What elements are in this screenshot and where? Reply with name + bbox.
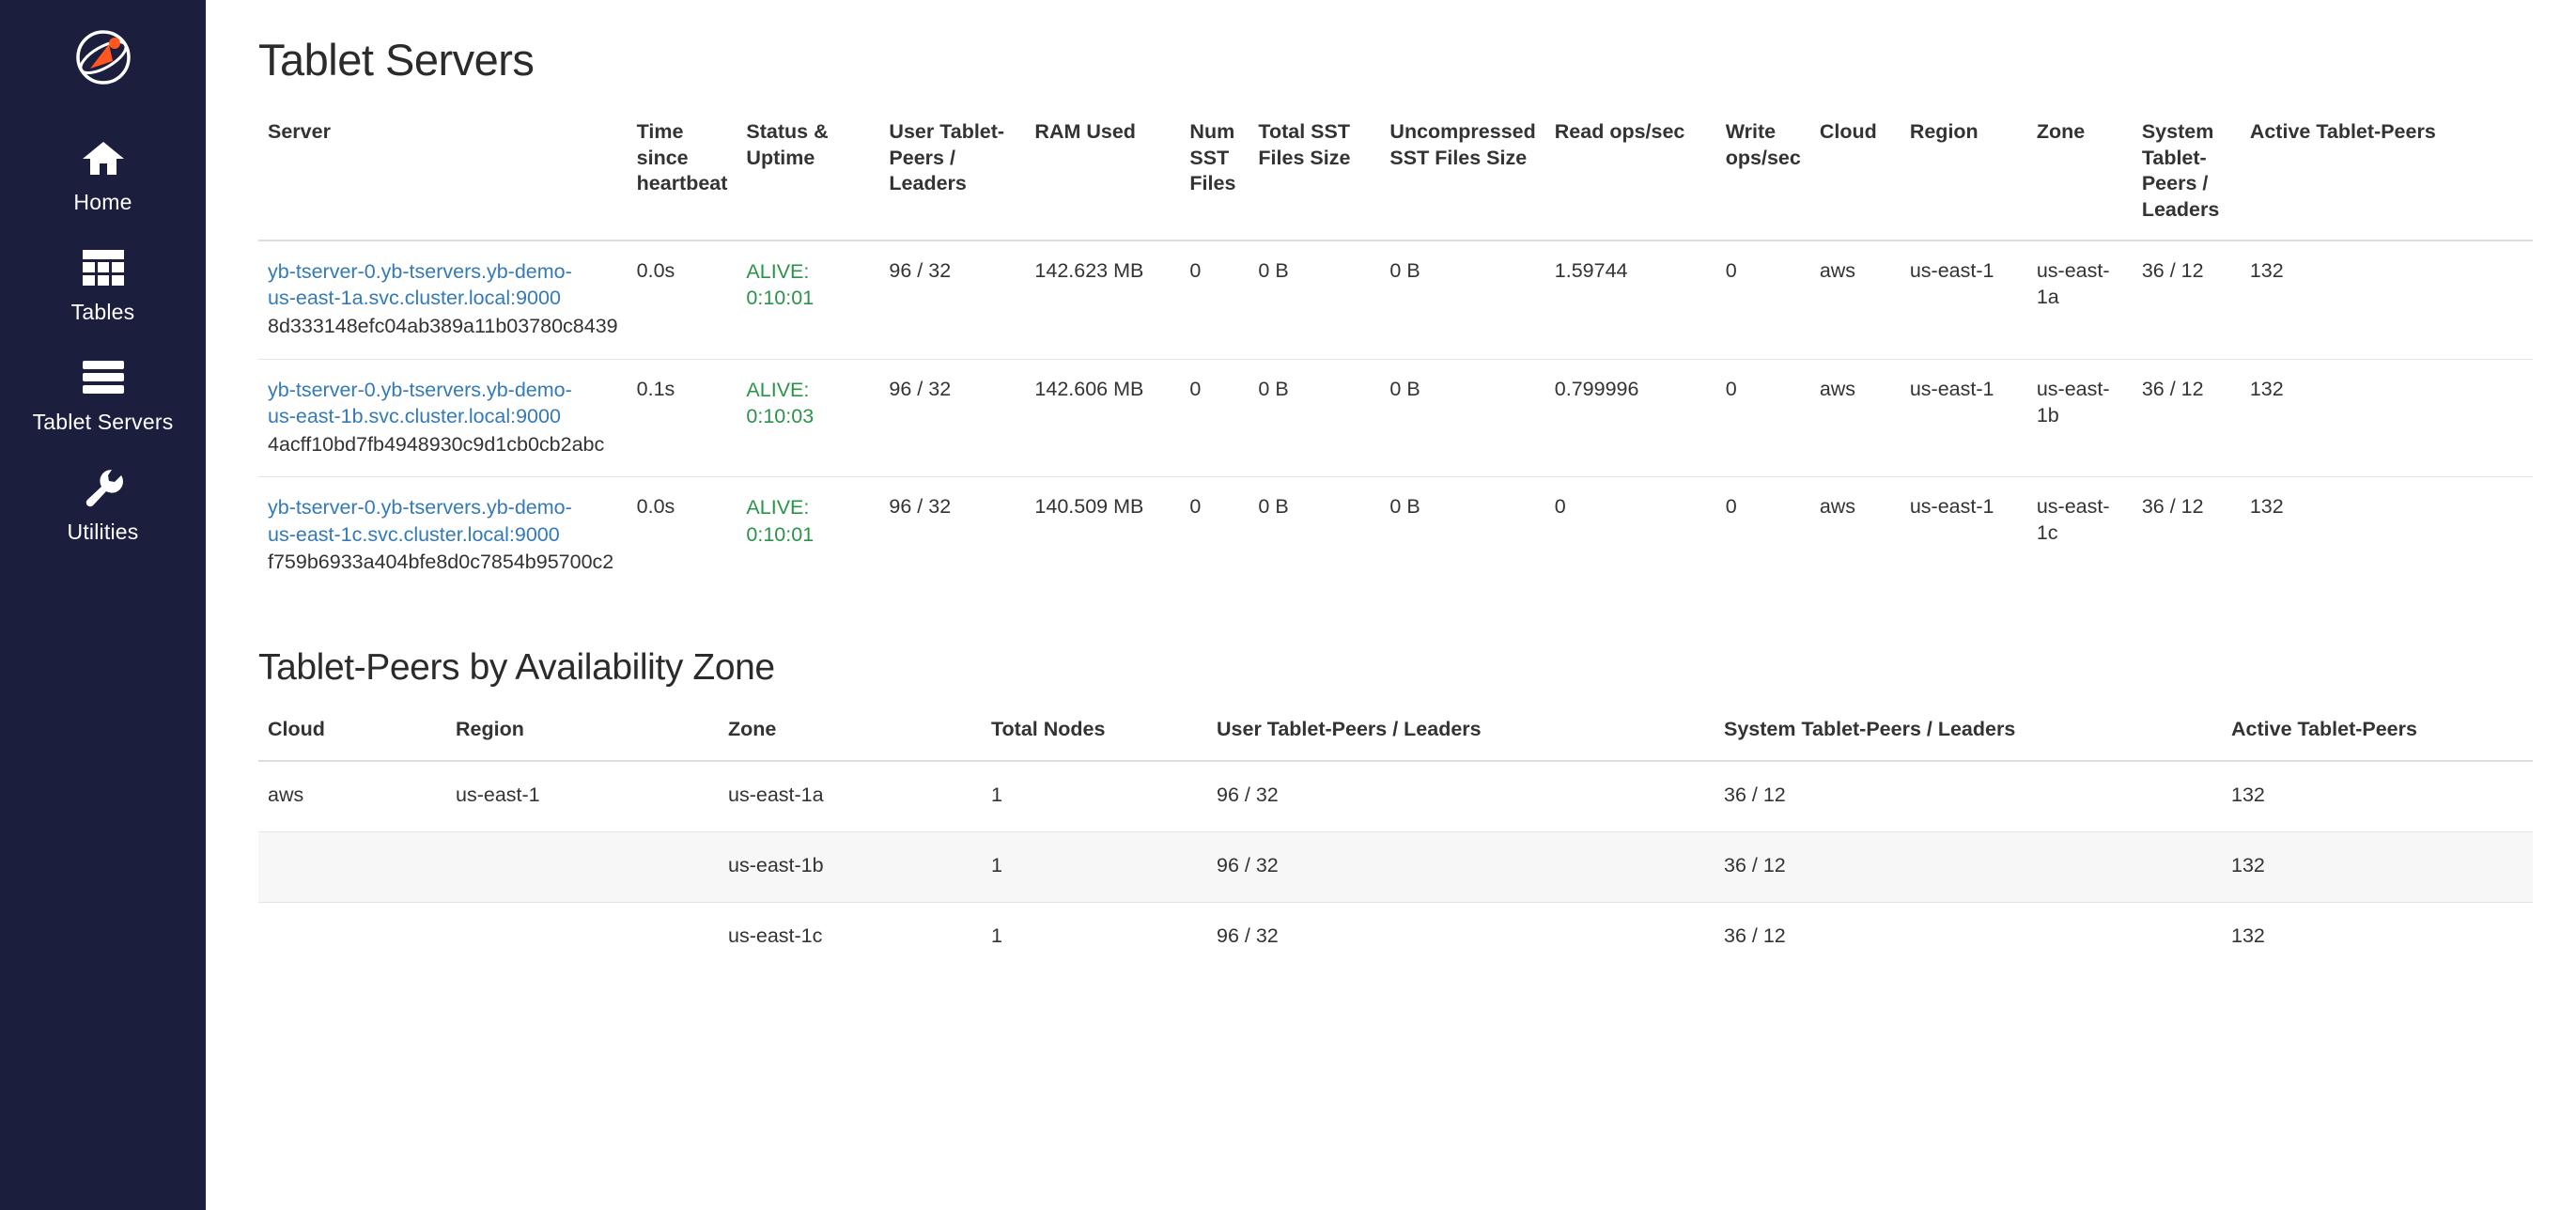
- sidebar-item-tables[interactable]: [0, 228, 206, 338]
- cell-user-tablet-peers: 96 / 32: [1207, 902, 1715, 971]
- table-header: [258, 110, 2533, 240]
- yugabyte-logo[interactable]: [63, 17, 144, 98]
- cell-total-nodes: 1: [991, 783, 1002, 806]
- tablet-servers-table: [258, 110, 2533, 595]
- cell-status: [737, 359, 879, 477]
- cell-region: us-east-1: [456, 783, 540, 806]
- uptime-value: 0:10:01: [746, 287, 815, 310]
- cell-zone: us-east-1b: [719, 831, 982, 902]
- table-row: [258, 902, 2533, 971]
- cell-region: [446, 902, 719, 971]
- cell-uncompressed-sst-size: 0 B: [1389, 259, 1420, 283]
- cell-read-ops: 0: [1545, 477, 1716, 595]
- server-uuid: 8d333148efc04ab389a11b03780c8439: [268, 314, 618, 337]
- cell-num-sst-files: 0: [1189, 259, 1202, 283]
- cell-ram-used: 140.509 MB: [1025, 477, 1180, 595]
- cell-active-tablet-peers: 132: [2231, 783, 2265, 806]
- cell-region: us-east-1: [1901, 359, 2027, 477]
- cell-uncompressed-sst-size: 0 B: [1380, 477, 1544, 595]
- status-badge: ALIVE:: [746, 496, 810, 520]
- cell-user-tablet-peers: 96 / 32: [1217, 783, 1279, 806]
- az-column-header-total-nodes[interactable]: Total Nodes: [982, 707, 1207, 761]
- az-table-header: [258, 707, 2533, 761]
- servers-stack-icon: [77, 355, 130, 400]
- cell-total-sst-size: 0 B: [1249, 477, 1380, 595]
- cell-user-tablet-peers: 96 / 32: [1207, 831, 1715, 902]
- sidebar-item-label: Home: [73, 190, 132, 214]
- cell-user-tablet-peers: 96 / 32: [879, 477, 1025, 595]
- table-row: [258, 831, 2533, 902]
- status-badge: ALIVE:: [746, 378, 810, 401]
- cell-user-tablet-peers: 96 / 32: [889, 259, 952, 283]
- sidebar-item-label: Utilities: [67, 520, 139, 544]
- cell-region: [446, 831, 719, 902]
- column-header-server[interactable]: Server: [258, 110, 628, 240]
- cell-write-ops: 0: [1716, 477, 1810, 595]
- cell-system-tablet-peers: 36 / 12: [2141, 259, 2204, 283]
- column-header-uncompressed-sst-size[interactable]: Uncompressed SST Files Size: [1380, 110, 1544, 240]
- status-badge: ALIVE:: [746, 260, 810, 284]
- az-table-body: [258, 761, 2533, 972]
- cell-ram-used: 142.606 MB: [1025, 359, 1180, 477]
- cell-cloud: aws: [1810, 359, 1901, 477]
- az-table-header-row: [258, 707, 2533, 761]
- sidebar-item-utilities[interactable]: [0, 448, 206, 558]
- cell-heartbeat: 0.0s: [636, 259, 675, 283]
- cell-active-tablet-peers: 132: [2222, 902, 2533, 971]
- cell-region: us-east-1: [1901, 477, 2027, 595]
- column-header-cloud[interactable]: Cloud: [1810, 110, 1901, 240]
- cell-cloud: [258, 902, 446, 971]
- sidebar-item-label: Tables: [70, 300, 135, 324]
- cell-total-sst-size: 0 B: [1249, 359, 1380, 477]
- home-icon: [77, 135, 130, 180]
- uptime-value: 0:10:01: [746, 522, 815, 546]
- cell-num-sst-files: 0: [1180, 477, 1249, 595]
- cell-write-ops: 0: [1725, 259, 1737, 283]
- cell-total-nodes: 1: [982, 831, 1207, 902]
- column-header-system-tablet-peers[interactable]: System Tablet-Peers / Leaders: [2133, 110, 2241, 240]
- column-header-active-tablet-peers[interactable]: Active Tablet-Peers: [2241, 110, 2533, 240]
- cell-heartbeat: 0.1s: [628, 359, 737, 477]
- cell-user-tablet-peers: 96 / 32: [879, 359, 1025, 477]
- cell-zone: us-east-1a: [2036, 259, 2110, 308]
- uptime-value: 0:10:03: [746, 405, 815, 428]
- cell-cloud: aws: [1810, 477, 1901, 595]
- sidebar: [0, 0, 206, 1210]
- main-content: [206, 0, 2576, 1210]
- cell-num-sst-files: 0: [1180, 359, 1249, 477]
- cell-active-tablet-peers: 132: [2249, 259, 2284, 283]
- cell-write-ops: 0: [1716, 359, 1810, 477]
- cell-uncompressed-sst-size: 0 B: [1380, 359, 1544, 477]
- server-link[interactable]: yb-tserver-0.yb-tservers.yb-demo-us-east-1a.svc.cluster.local:9000: [268, 260, 572, 310]
- sidebar-item-tablet-servers[interactable]: [0, 338, 206, 448]
- table-header-row: [258, 110, 2533, 240]
- table-row: [258, 240, 2533, 359]
- column-header-region[interactable]: Region: [1901, 110, 2027, 240]
- cell-heartbeat: 0.0s: [628, 477, 737, 595]
- section-title-tablet-peers-by-az: Tablet-Peers by Availability Zone: [258, 647, 775, 689]
- cell-region: us-east-1: [1909, 259, 1994, 283]
- cell-status: [737, 477, 879, 595]
- column-header-read-ops-sec[interactable]: Read ops/sec: [1545, 110, 1716, 240]
- column-header-zone[interactable]: Zone: [2027, 110, 2133, 240]
- cell-cloud: [258, 831, 446, 902]
- cell-zone: us-east-1a: [728, 783, 824, 806]
- cell-system-tablet-peers: 36 / 12: [1724, 783, 1786, 806]
- table-row: [258, 761, 2533, 831]
- cell-active-tablet-peers: 132: [2241, 359, 2533, 477]
- table-row: [258, 359, 2533, 477]
- sidebar-item-label: Tablet Servers: [32, 410, 174, 434]
- column-header-num-sst-files[interactable]: Num SST Files: [1180, 110, 1249, 240]
- cell-zone: us-east-1b: [2027, 359, 2133, 477]
- cell-total-nodes: 1: [982, 902, 1207, 971]
- cell-system-tablet-peers: 36 / 12: [1715, 831, 2222, 902]
- table-body: [258, 240, 2533, 595]
- server-link[interactable]: yb-tserver-0.yb-tservers.yb-demo-us-east-1c.svc.cluster.local:9000: [268, 496, 572, 546]
- cell-server: [258, 359, 628, 477]
- az-column-header-system-tablet-peers[interactable]: System Tablet-Peers / Leaders: [1715, 707, 2222, 761]
- cell-total-sst-size: 0 B: [1258, 259, 1289, 283]
- cell-cloud: aws: [268, 783, 304, 806]
- cell-active-tablet-peers: 132: [2222, 831, 2533, 902]
- page-title: Tablet Servers: [258, 35, 535, 85]
- cell-read-ops: 1.59744: [1554, 259, 1628, 283]
- column-header-time-since-heartbeat[interactable]: Time since heartbeat: [628, 110, 737, 240]
- wrench-icon: [77, 465, 130, 510]
- server-uuid: f759b6933a404bfe8d0c7854b95700c2: [268, 551, 614, 574]
- table-row: [258, 477, 2533, 595]
- server-link[interactable]: yb-tserver-0.yb-tservers.yb-demo-us-east-1b.svc.cluster.local:9000: [268, 378, 572, 428]
- az-column-header-cloud[interactable]: Cloud: [258, 707, 446, 761]
- az-column-header-zone[interactable]: Zone: [719, 707, 982, 761]
- column-header-write-ops-sec[interactable]: Write ops/sec: [1716, 110, 1810, 240]
- cell-status: [737, 240, 879, 359]
- column-header-ram-used[interactable]: RAM Used: [1025, 110, 1180, 240]
- cell-cloud: aws: [1819, 259, 1856, 283]
- tablet-peers-by-az-table: [258, 707, 2533, 971]
- cell-read-ops: 0.799996: [1545, 359, 1716, 477]
- cell-system-tablet-peers: 36 / 12: [2133, 477, 2241, 595]
- cell-system-tablet-peers: 36 / 12: [2133, 359, 2241, 477]
- tables-grid-icon: [77, 245, 130, 290]
- column-header-status-uptime[interactable]: Status & Uptime: [737, 110, 879, 240]
- sidebar-item-home[interactable]: [0, 118, 206, 228]
- az-column-header-user-tablet-peers[interactable]: User Tablet-Peers / Leaders: [1207, 707, 1715, 761]
- server-uuid: 4acff10bd7fb4948930c9d1cb0cb2abc: [268, 432, 605, 456]
- column-header-user-tablet-peers[interactable]: User Tablet-Peers / Leaders: [879, 110, 1025, 240]
- cell-server: [258, 477, 628, 595]
- cell-ram-used: 142.623 MB: [1034, 259, 1144, 283]
- cell-zone: us-east-1c: [719, 902, 982, 971]
- az-column-header-region[interactable]: Region: [446, 707, 719, 761]
- cell-system-tablet-peers: 36 / 12: [1715, 902, 2222, 971]
- cell-server: [258, 240, 628, 359]
- cell-zone: us-east-1c: [2027, 477, 2133, 595]
- cell-active-tablet-peers: 132: [2241, 477, 2533, 595]
- az-column-header-active-tablet-peers[interactable]: Active Tablet-Peers: [2222, 707, 2533, 761]
- column-header-total-sst-files-size[interactable]: Total SST Files Size: [1249, 110, 1380, 240]
